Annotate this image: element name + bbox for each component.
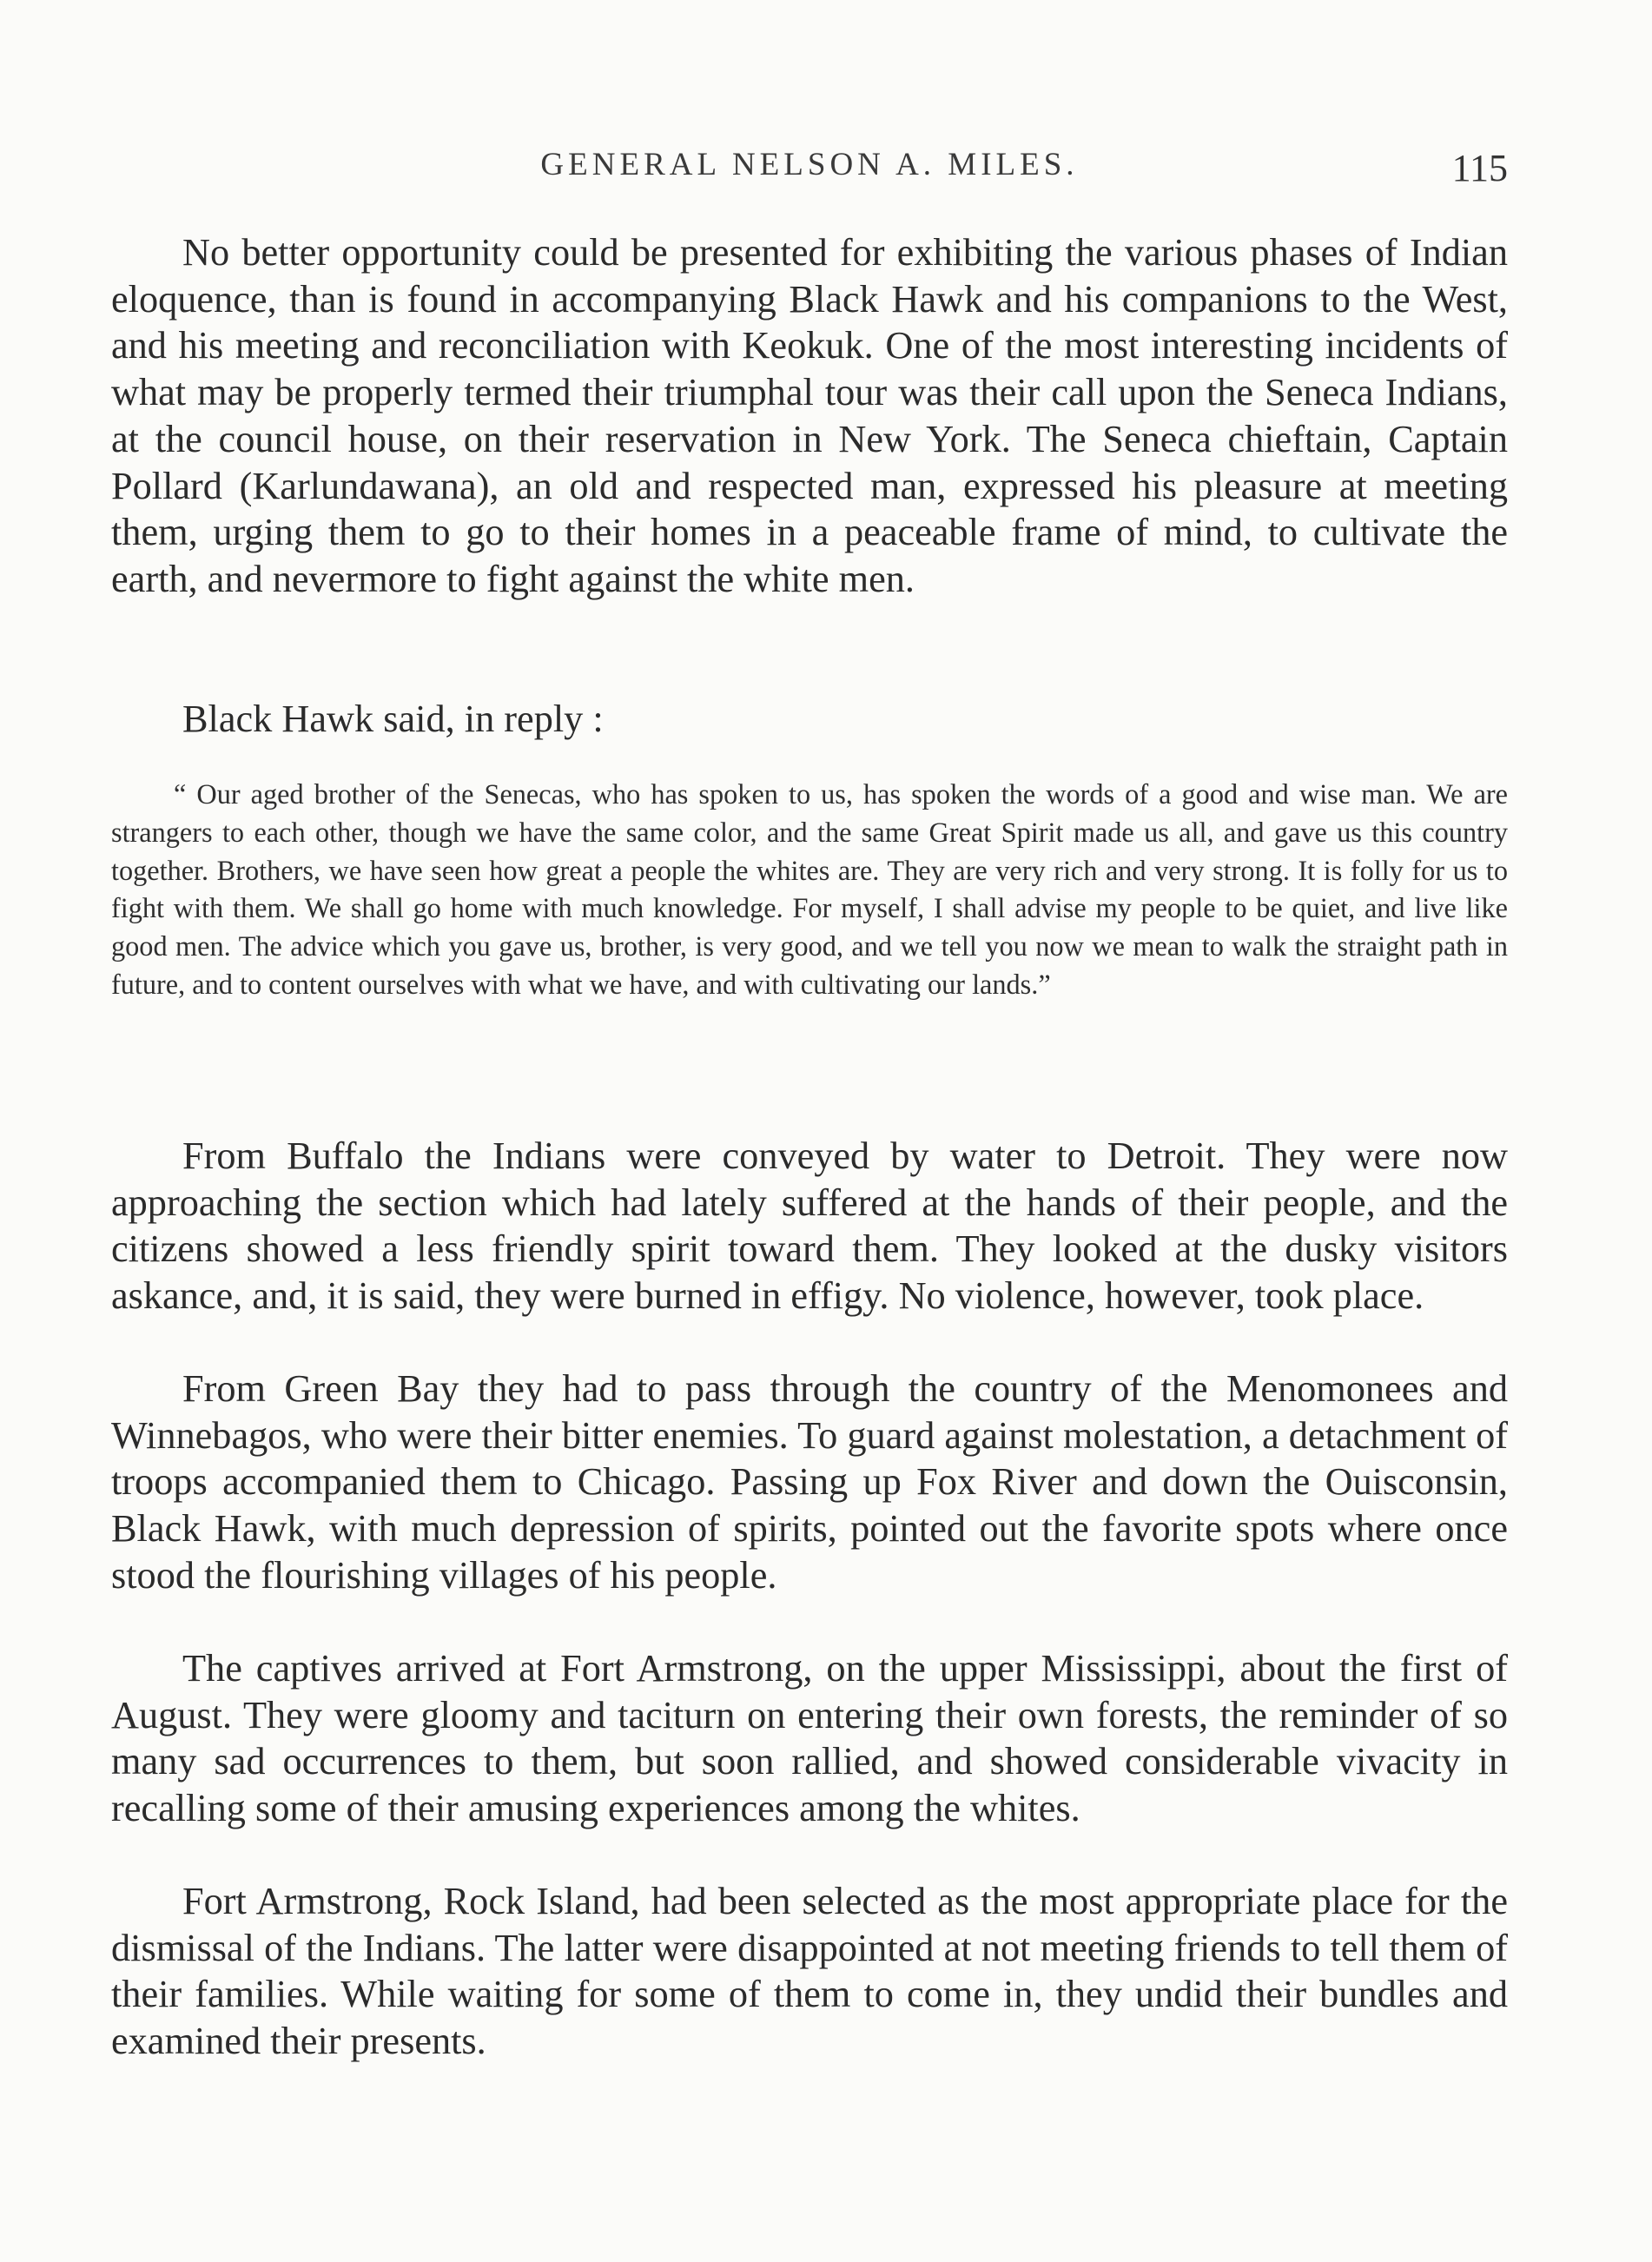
paragraph-buffalo: From Buffalo the Indians were conveyed by water to Detroit. They were now approaching the section which had lately suffered at the hands of their people, and the citizens showed a less friendly spirit toward them. They looked at the dusky visitors askance, and, it is said, they were burned in effigy. No violence, however, took place. [111,1134,1508,1318]
paragraph-captives: The captives arrived at Fort Armstrong, on the upper Mississippi, about the first of August. They were gloomy and taciturn on entering their own forests, the reminder of so many sad occurrences to them, but soon rallied, and showed considerable vivacity in recalling some of their amusing experiences among the whites. [111,1647,1508,1830]
page-number: 115 [1451,147,1508,189]
paragraph-intro: No better opportunity could be presented for exhibiting the various phases of Indian eloquence, than is found in accompanying Black Hawk and his companions to the West, and his meeting and reconciliation with Keokuk. One of the most interesting incidents of what may be properly termed their triumphal tour was their call upon the Seneca Indians, at the council house, on their reservation in New York. The Seneca chieftain, Captain Pollard (Karlundawana), an old and respected man, expressed his pleasure at meeting them, urging them to go to their homes in a peaceable frame of mind, to cultivate the earth, and nevermore to fight against the white men. [111,231,1508,600]
block-quote: “ Our aged brother of the Senecas, who has spoken to us, has spoken the words of a good and wise man. We are strangers to each other, though we have the same color, and the same Great Spirit made us all, and gave us this country together. Brothers, we have seen how great a people the whites are. They are very rich and very strong. It is folly for us to fight with them. We shall go home with much knowledge. For myself, I shall advise my people to be quiet, and live like good men. The advice which you gave us, brother, is very good, and we tell you now we mean to walk the straight path in future, and to content ourselves with what we have, and with cultivating our lands.” [111,778,1508,1000]
paragraph-green-bay: From Green Bay they had to pass through the country of the Menomonees and Winnebagos, who were their bitter enemies. To guard against molestation, a detachment of troops accompanied them to Chicago. Passing up Fox River and down the Ouisconsin, Black Hawk, with much depression of spirits, pointed out the favorite spots where once stood the flourishing villages of his people. [111,1367,1508,1597]
running-head [111,146,1508,198]
paragraph-reply-intro: Black Hawk said, in reply : [182,698,604,740]
running-title: GENERAL NELSON A. MILES. [540,147,1079,182]
paragraph-fort-armstrong: Fort Armstrong, Rock Island, had been selected as the most appropriate place for the dismissal of the Indians. The latter were disappointed at not meeting friends to tell them of their families. While waiting for some of them to come in, they undid their bundles and examined their presents. [111,1880,1508,2063]
